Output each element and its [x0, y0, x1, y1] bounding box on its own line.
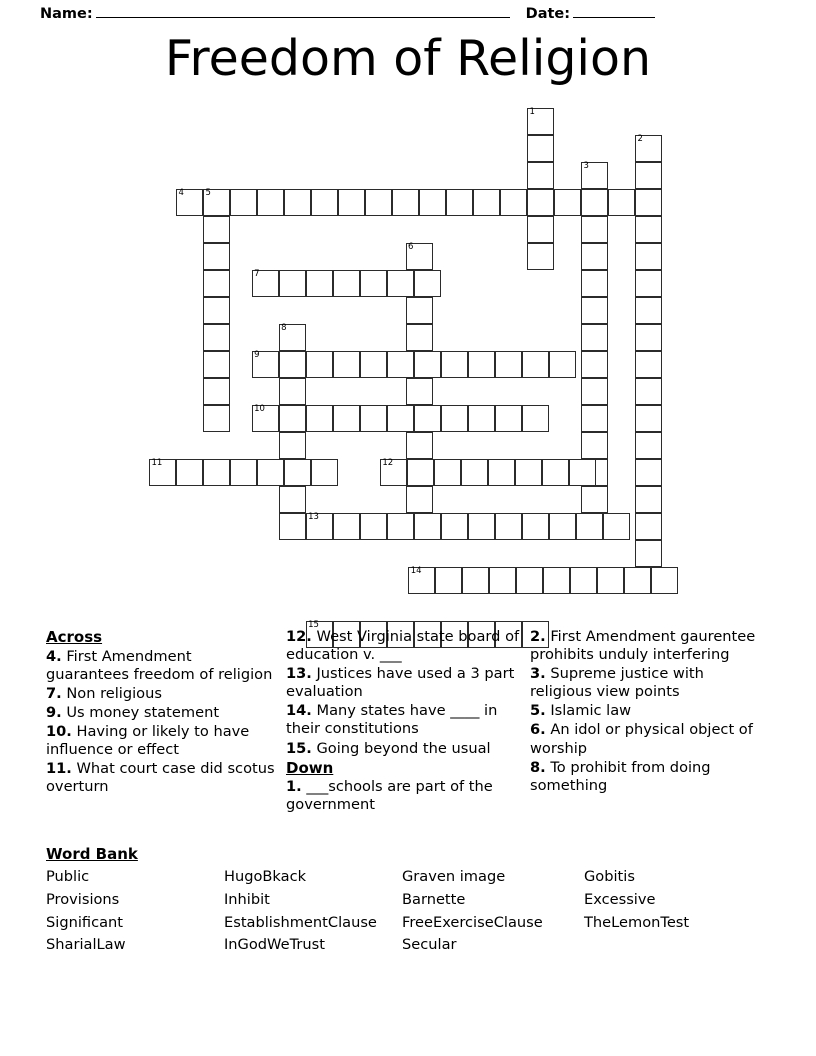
- clue-across-11[interactable]: [46, 760, 278, 796]
- crossword-cell[interactable]: [581, 243, 608, 270]
- crossword-cell[interactable]: [338, 189, 365, 216]
- cell-number: 6: [408, 242, 414, 252]
- crossword-cell[interactable]: [387, 405, 414, 432]
- clue-number: 14.: [286, 702, 312, 720]
- cell-number: 2: [637, 134, 643, 144]
- crossword-cell[interactable]: [434, 459, 461, 486]
- clue-text: Justices have used a 3 part evaluation: [286, 665, 515, 701]
- crossword-cell[interactable]: [406, 297, 433, 324]
- crossword-cell[interactable]: [257, 459, 284, 486]
- crossword-cell[interactable]: [252, 351, 279, 378]
- clue-number: 15.: [286, 739, 312, 757]
- clue-text: Having or likely to have influence or effect: [46, 722, 250, 759]
- crossword-cell[interactable]: [527, 189, 554, 216]
- clues-section: [0, 628, 816, 838]
- crossword-cell[interactable]: [406, 378, 433, 405]
- crossword-cell[interactable]: [522, 405, 549, 432]
- word-bank-item[interactable]: Provisions: [46, 890, 120, 908]
- word-bank-section: [46, 845, 776, 957]
- crossword-cell[interactable]: [597, 567, 624, 594]
- crossword-cell[interactable]: [581, 324, 608, 351]
- crossword-cell[interactable]: [203, 324, 230, 351]
- crossword-cell[interactable]: [527, 216, 554, 243]
- crossword-cell[interactable]: [635, 513, 662, 540]
- clue-down-2[interactable]: [530, 628, 770, 664]
- clue-number: 11.: [46, 760, 72, 778]
- crossword-cell[interactable]: [527, 108, 554, 135]
- crossword-cell[interactable]: [333, 513, 360, 540]
- clue-across-4[interactable]: [46, 648, 278, 684]
- crossword-cell[interactable]: [624, 567, 651, 594]
- clue-number: 5.: [530, 702, 546, 720]
- crossword-cell[interactable]: [176, 189, 203, 216]
- crossword-cell[interactable]: [203, 189, 230, 216]
- crossword-cell[interactable]: [230, 189, 257, 216]
- crossword-cell[interactable]: [203, 270, 230, 297]
- crossword-cell[interactable]: [542, 459, 569, 486]
- crossword-cell[interactable]: [581, 162, 608, 189]
- crossword-cell[interactable]: [522, 351, 549, 378]
- crossword-cell[interactable]: [279, 351, 306, 378]
- crossword-cell[interactable]: [495, 351, 522, 378]
- crossword-cell[interactable]: [527, 162, 554, 189]
- crossword-cell[interactable]: [635, 486, 662, 513]
- clue-number: 7.: [46, 684, 62, 702]
- clue-across-13[interactable]: [286, 665, 522, 701]
- clue-text: An idol or physical object of worship: [530, 721, 753, 757]
- crossword-cell[interactable]: [380, 459, 407, 486]
- crossword-cell[interactable]: [468, 513, 495, 540]
- clue-across-14[interactable]: [286, 702, 522, 738]
- crossword-cell[interactable]: [203, 216, 230, 243]
- word-bank-item[interactable]: Gobitis: [584, 868, 635, 885]
- cell-number: 1: [529, 107, 535, 117]
- crossword-cell[interactable]: [406, 486, 433, 513]
- crossword-cell[interactable]: [468, 405, 495, 432]
- clue-number: 9.: [46, 703, 62, 721]
- crossword-cell[interactable]: [608, 189, 635, 216]
- crossword-cell[interactable]: [635, 297, 662, 324]
- cell-number: 7: [254, 269, 260, 279]
- date-label: Date:: [525, 6, 571, 22]
- clue-text: Islamic law: [550, 702, 632, 720]
- crossword-cell[interactable]: [279, 378, 306, 405]
- cell-number: 10: [254, 404, 265, 414]
- crossword-cell[interactable]: [230, 459, 257, 486]
- crossword-cell[interactable]: [581, 486, 608, 513]
- crossword-cell[interactable]: [635, 459, 662, 486]
- crossword-cell[interactable]: [406, 324, 433, 351]
- crossword-cell[interactable]: [581, 189, 608, 216]
- crossword-cell[interactable]: [635, 405, 662, 432]
- crossword-cell[interactable]: [333, 405, 360, 432]
- crossword-cell[interactable]: [284, 459, 311, 486]
- crossword-cell[interactable]: [279, 486, 306, 513]
- clue-down-5[interactable]: [530, 702, 770, 720]
- crossword-cell[interactable]: [279, 432, 306, 459]
- crossword-cell[interactable]: [279, 270, 306, 297]
- crossword-cell[interactable]: [635, 351, 662, 378]
- cell-number: 8: [281, 323, 287, 333]
- clue-across-12[interactable]: [286, 628, 522, 664]
- crossword-cell[interactable]: [635, 135, 662, 162]
- crossword-cell[interactable]: [387, 270, 414, 297]
- crossword-cell[interactable]: [635, 432, 662, 459]
- crossword-cell[interactable]: [569, 459, 596, 486]
- clue-text: ___schools are part of the government: [286, 778, 493, 814]
- word-bank-item[interactable]: Public: [46, 868, 90, 885]
- crossword-cell[interactable]: [360, 513, 387, 540]
- clue-text: Non religious: [66, 684, 162, 702]
- crossword-cell[interactable]: [635, 243, 662, 270]
- cell-number: 3: [583, 161, 589, 171]
- crossword-cell[interactable]: [257, 189, 284, 216]
- crossword-cell[interactable]: [149, 459, 176, 486]
- crossword-cell[interactable]: [581, 432, 608, 459]
- crossword-cell[interactable]: [635, 189, 662, 216]
- crossword-cell[interactable]: [408, 567, 435, 594]
- crossword-cell[interactable]: [635, 216, 662, 243]
- clue-text: First Amendment guarantees freedom of religion: [46, 647, 273, 683]
- word-bank-item[interactable]: HugoBkack: [224, 868, 307, 885]
- crossword-cell[interactable]: [279, 513, 306, 540]
- word-bank-item[interactable]: Inhibit: [224, 890, 270, 908]
- crossword-cell[interactable]: [306, 513, 333, 540]
- crossword-cell[interactable]: [527, 243, 554, 270]
- crossword-cell[interactable]: [462, 567, 489, 594]
- page-title: Freedom of Religion: [164, 30, 652, 87]
- crossword-cell[interactable]: [441, 513, 468, 540]
- crossword-cell[interactable]: [360, 351, 387, 378]
- crossword-cell[interactable]: [446, 189, 473, 216]
- word-bank-item[interactable]: SharialLaw: [46, 936, 126, 954]
- word-bank-item[interactable]: Significant: [46, 913, 124, 931]
- crossword-cell[interactable]: [203, 459, 230, 486]
- clue-number: 13.: [286, 665, 312, 683]
- crossword-cell[interactable]: [203, 243, 230, 270]
- cell-number: 4: [178, 188, 184, 198]
- clue-across-7[interactable]: [46, 685, 278, 703]
- crossword-cell[interactable]: [549, 351, 576, 378]
- word-bank-item[interactable]: Graven image: [402, 868, 506, 885]
- crossword-cell[interactable]: [581, 351, 608, 378]
- crossword-cell[interactable]: [306, 351, 333, 378]
- crossword-cell[interactable]: [435, 567, 462, 594]
- clue-number: 6.: [530, 721, 546, 739]
- crossword-cell[interactable]: [554, 189, 581, 216]
- down-heading: Down: [286, 758, 334, 777]
- crossword-cell[interactable]: [635, 378, 662, 405]
- crossword-cell[interactable]: [635, 162, 662, 189]
- clue-column-2: [286, 628, 522, 815]
- crossword-cell[interactable]: [500, 189, 527, 216]
- crossword-cell[interactable]: [333, 270, 360, 297]
- crossword-cell[interactable]: [284, 189, 311, 216]
- crossword-cell[interactable]: [495, 405, 522, 432]
- crossword-cell[interactable]: [581, 405, 608, 432]
- crossword-cell[interactable]: [203, 297, 230, 324]
- crossword-cell[interactable]: [522, 513, 549, 540]
- crossword-cell[interactable]: [635, 270, 662, 297]
- crossword-cell[interactable]: [468, 351, 495, 378]
- clue-across-10[interactable]: [46, 723, 278, 759]
- crossword-cell[interactable]: [489, 567, 516, 594]
- cell-number: 9: [254, 350, 260, 360]
- clue-number: 10.: [46, 722, 72, 740]
- word-bank-heading: Word Bank: [46, 845, 138, 863]
- crossword-cell[interactable]: [488, 459, 515, 486]
- clue-number: 8.: [530, 758, 546, 776]
- crossword-cell[interactable]: [581, 270, 608, 297]
- crossword-cell[interactable]: [581, 378, 608, 405]
- crossword-cell[interactable]: [252, 405, 279, 432]
- crossword-cell[interactable]: [387, 351, 414, 378]
- crossword-cell[interactable]: [279, 324, 306, 351]
- crossword-cell[interactable]: [407, 459, 434, 486]
- cell-number: 5: [205, 188, 211, 198]
- crossword-cell[interactable]: [635, 540, 662, 567]
- crossword-cell[interactable]: [311, 459, 338, 486]
- clue-text: Supreme justice with religious view points: [530, 665, 704, 701]
- crossword-cell[interactable]: [360, 405, 387, 432]
- word-bank-item[interactable]: Excessive: [584, 890, 656, 908]
- clue-down-6[interactable]: [530, 721, 770, 757]
- crossword-cell[interactable]: [515, 459, 542, 486]
- word-bank-item[interactable]: TheLemonTest: [584, 913, 690, 931]
- cell-number: 15: [308, 620, 319, 630]
- crossword-cell[interactable]: [543, 567, 570, 594]
- clue-number: 2.: [530, 628, 546, 645]
- word-bank-item[interactable]: Barnette: [402, 890, 466, 908]
- clue-text: West Virginia state board of education v. ___: [286, 628, 520, 664]
- crossword-cell[interactable]: [306, 270, 333, 297]
- cell-number: 13: [308, 512, 319, 522]
- crossword-cell[interactable]: [461, 459, 488, 486]
- crossword-cell[interactable]: [495, 513, 522, 540]
- clue-number: 4.: [46, 647, 62, 665]
- crossword-cell[interactable]: [570, 567, 597, 594]
- clue-down-1[interactable]: [286, 778, 522, 814]
- crossword-cell[interactable]: [406, 432, 433, 459]
- crossword-cell[interactable]: [414, 270, 441, 297]
- crossword-cell[interactable]: [392, 189, 419, 216]
- crossword-cell[interactable]: [360, 270, 387, 297]
- crossword-cell[interactable]: [414, 405, 441, 432]
- clue-across-15[interactable]: [286, 740, 522, 758]
- crossword-cell[interactable]: [635, 324, 662, 351]
- cell-number: 14: [410, 566, 422, 576]
- crossword-cell[interactable]: [419, 189, 446, 216]
- crossword-cell[interactable]: [252, 270, 279, 297]
- cell-number: 11: [151, 458, 163, 468]
- crossword-cell[interactable]: [203, 351, 230, 378]
- clue-number: 12.: [286, 628, 312, 645]
- clue-text: Us money statement: [66, 703, 220, 721]
- crossword-cell[interactable]: [203, 405, 230, 432]
- crossword-cell[interactable]: [203, 378, 230, 405]
- crossword-cell[interactable]: [414, 513, 441, 540]
- clue-text: Many states have ____ in their constitutions: [286, 702, 498, 738]
- crossword-cell[interactable]: [306, 405, 333, 432]
- word-bank-item[interactable]: EstablishmentClause: [224, 913, 377, 931]
- clue-down-3[interactable]: [530, 665, 770, 701]
- crossword-cell[interactable]: [441, 405, 468, 432]
- clue-column-3: [530, 628, 770, 796]
- crossword-cell[interactable]: [333, 351, 360, 378]
- crossword-cell[interactable]: [365, 189, 392, 216]
- clue-text: To prohibit from doing something: [530, 758, 711, 794]
- crossword-cell[interactable]: [414, 351, 441, 378]
- clue-down-8[interactable]: [530, 759, 770, 795]
- word-bank-item[interactable]: [584, 934, 764, 957]
- crossword-cell[interactable]: [527, 135, 554, 162]
- clue-number: 3.: [530, 665, 546, 683]
- crossword-cell[interactable]: [581, 216, 608, 243]
- word-bank-item[interactable]: InGodWeTrust: [224, 936, 325, 954]
- clue-text: What court case did scotus overturn: [46, 760, 275, 796]
- clue-across-9[interactable]: [46, 704, 278, 722]
- word-bank-item[interactable]: FreeExerciseClause: [402, 913, 543, 931]
- crossword-cell[interactable]: [473, 189, 500, 216]
- crossword-cell[interactable]: [279, 405, 306, 432]
- crossword-cell[interactable]: [549, 513, 576, 540]
- crossword-cell[interactable]: [311, 189, 338, 216]
- word-bank-item[interactable]: Secular: [402, 936, 457, 954]
- clue-column-1: [46, 628, 278, 797]
- crossword-cell[interactable]: [603, 513, 630, 540]
- crossword-cell[interactable]: [387, 513, 414, 540]
- crossword-cell[interactable]: [651, 567, 678, 594]
- word-bank-grid: [46, 866, 776, 957]
- crossword-cell[interactable]: [516, 567, 543, 594]
- across-heading: Across: [46, 628, 103, 646]
- name-label: Name:: [40, 6, 93, 22]
- clue-number: 1.: [286, 778, 302, 796]
- crossword-cell[interactable]: [576, 513, 603, 540]
- clue-text: First Amendment gaurentee prohibits unduly interfering: [530, 628, 756, 664]
- clue-text: Going beyond the usual: [316, 739, 491, 757]
- crossword-cell[interactable]: [441, 351, 468, 378]
- cell-number: 12: [382, 458, 394, 468]
- crossword-cell[interactable]: [176, 459, 203, 486]
- crossword-cell[interactable]: [581, 297, 608, 324]
- crossword-cell[interactable]: [406, 243, 433, 270]
